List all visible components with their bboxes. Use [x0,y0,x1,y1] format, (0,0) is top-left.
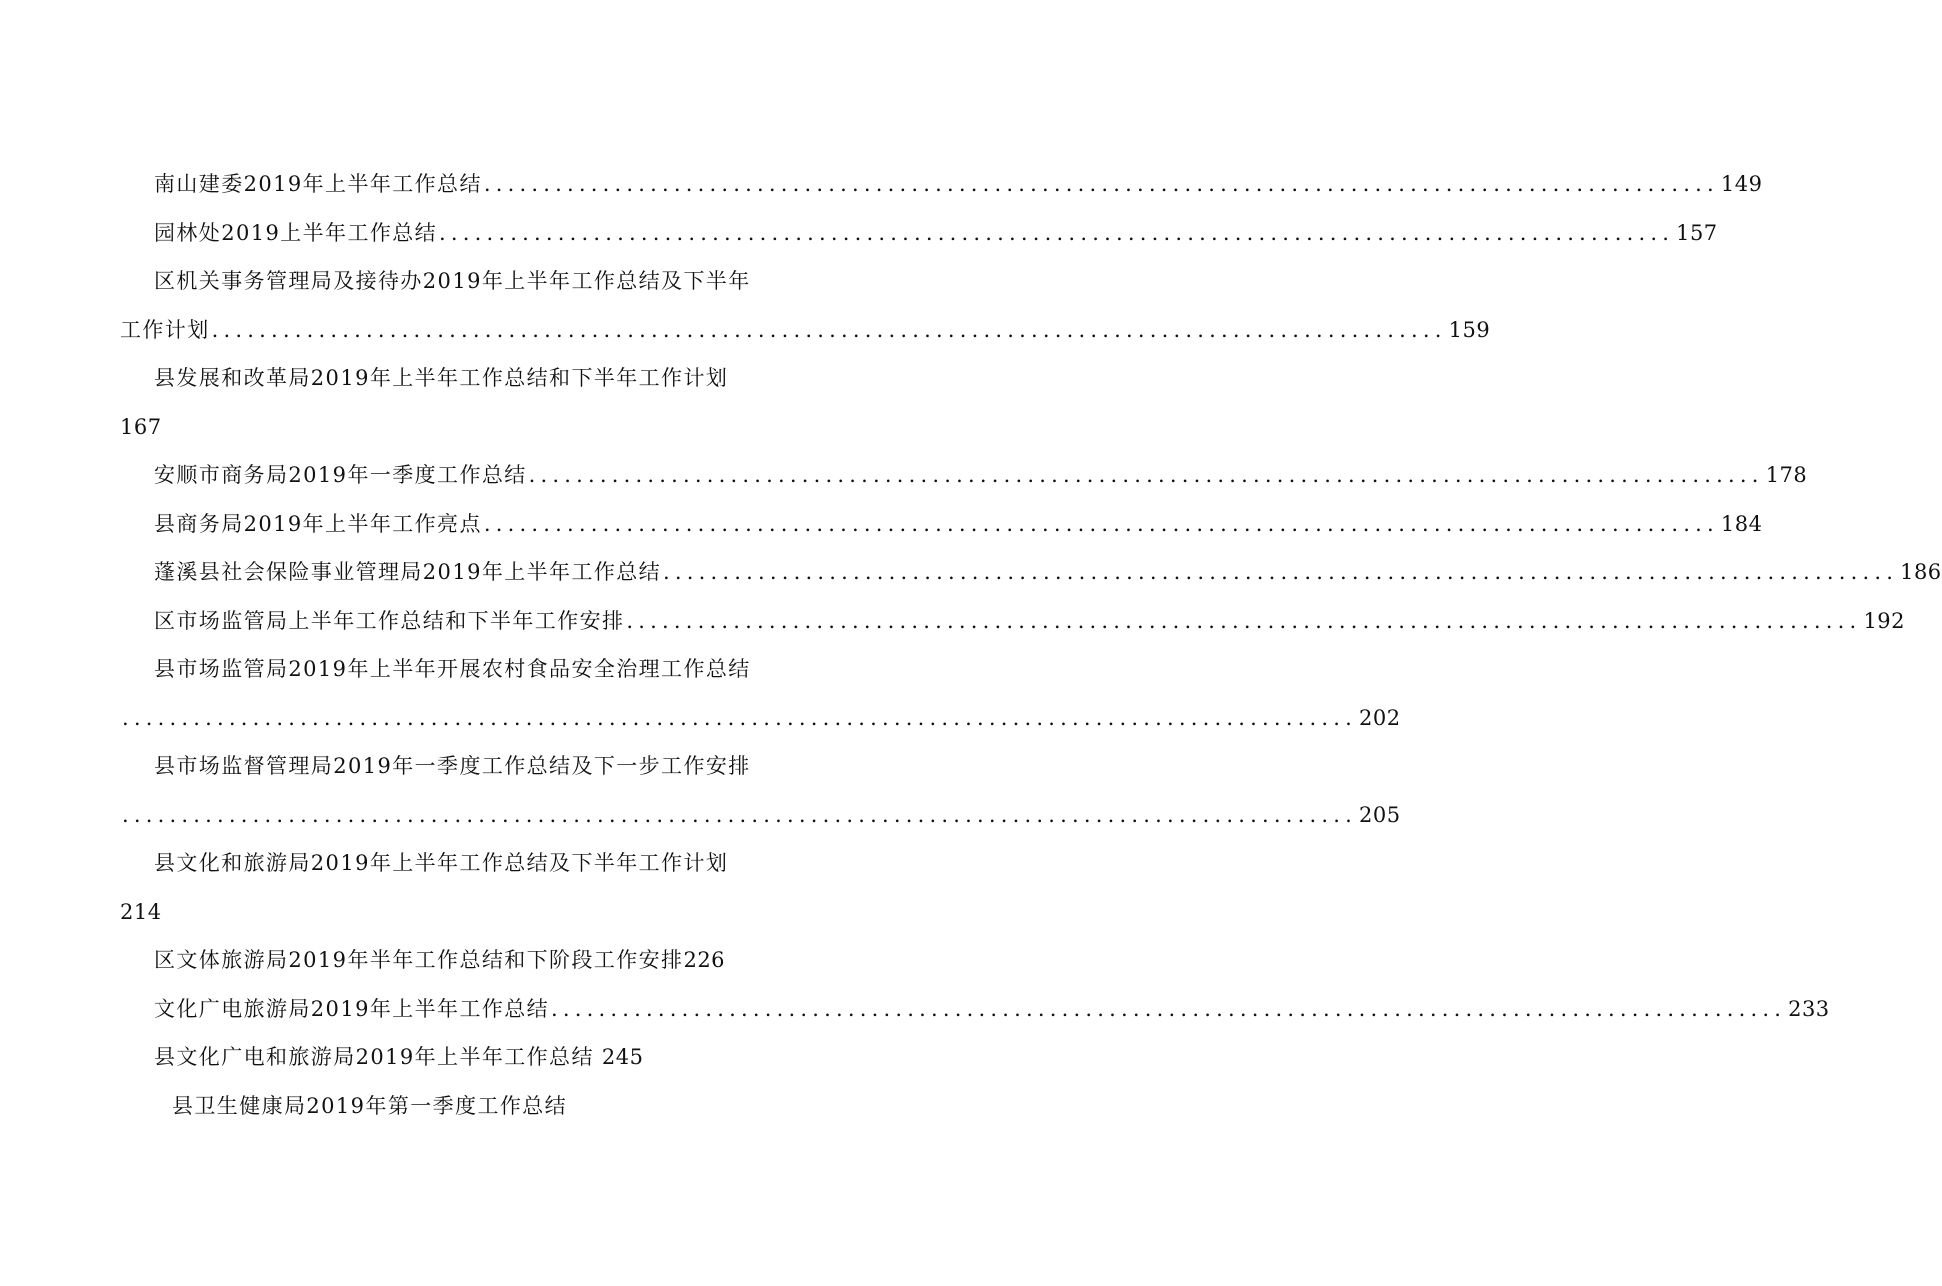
toc-entry[interactable] [120,985,1830,1034]
dot-leader: ........................................................................................................ [439,220,1675,245]
toc-entry-title: 县文化广电和旅游局2019年上半年工作总结 [154,1045,594,1069]
toc-entry-continuation[interactable] [120,306,1491,355]
toc-entry-page: 184 [1720,511,1763,536]
toc-entry-title: 区文体旅游局2019年半年工作总结和下阶段工作安排 [154,948,684,972]
toc-entry[interactable] [120,354,800,403]
dot-leader: ........................................................................................................ [483,511,1719,536]
toc-entry-title-continuation: 工作计划 [120,317,210,342]
toc-entry[interactable] [120,451,1808,500]
toc-entry[interactable] [120,548,1942,597]
toc-entry[interactable] [120,1033,800,1082]
dot-leader: ........................................................................................................ [663,560,1899,584]
toc-entry-leader-line[interactable] [120,694,1401,743]
dot-leader: ........................................................................................................ [211,317,1447,342]
toc-entry-title: 安顺市商务局2019年一季度工作总结 [154,463,527,487]
toc-entry-page: 149 [1720,172,1763,196]
toc-entry-page-line[interactable] [120,888,800,937]
toc-entry-title: 文化广电旅游局2019年上半年工作总结 [154,996,550,1021]
toc-entry-leader-line[interactable] [120,791,1401,840]
dot-leader: ........................................................................................................ [626,608,1862,633]
dot-leader: ........................................................................................................ [551,996,1787,1021]
toc-entry-page: 192 [1863,608,1906,633]
toc-entry-page: 202 [1359,705,1401,730]
dot-leader: ........................................................................................................ [528,463,1764,487]
toc-entry[interactable] [120,839,800,888]
toc-entry[interactable] [120,500,1763,549]
toc-entry-title: 区市场监管局上半年工作总结和下半年工作安排 [154,608,625,633]
toc-entry-page-line[interactable] [120,403,800,452]
toc-entry-page: 245 [601,1045,644,1069]
toc-entry-page: 226 [683,948,726,972]
toc-entry-page: 186 [1900,560,1942,584]
toc-entry-title: 县商务局2019年上半年工作亮点 [154,511,482,536]
toc-entry-page: 167 [120,414,162,439]
toc-entry[interactable] [120,936,800,985]
toc-entry[interactable] [120,742,800,791]
toc-entry-page: 205 [1359,802,1401,827]
toc-entry-page: 157 [1676,220,1718,245]
toc-entry-title: 县发展和改革局2019年上半年工作总结和下半年工作计划 [154,366,729,390]
toc-entry[interactable] [120,597,1906,646]
table-of-contents [120,160,1942,1130]
dot-leader: ........................................................................................................ [483,172,1719,196]
toc-entry[interactable] [120,160,1763,209]
toc-entry-title: 区机关事务管理局及接待办2019年上半年工作总结及下半年 [154,269,751,293]
toc-entry-title: 县文化和旅游局2019年上半年工作总结及下半年工作计划 [154,851,729,875]
toc-entry[interactable] [120,209,1718,258]
toc-entry-page: 233 [1788,996,1830,1021]
toc-entry-title: 县卫生健康局2019年第一季度工作总结 [172,1093,568,1118]
dot-leader: ........................................................................................................ [122,705,1358,730]
toc-entry[interactable] [120,1082,800,1131]
toc-entry-title: 蓬溪县社会保险事业管理局2019年上半年工作总结 [154,560,662,584]
toc-entry[interactable] [120,257,800,306]
toc-entry-page: 159 [1448,317,1491,342]
toc-entry-title: 南山建委2019年上半年工作总结 [154,172,482,196]
toc-entry-title: 园林处2019上半年工作总结 [154,220,438,245]
toc-entry-page: 178 [1765,463,1808,487]
toc-entry[interactable] [120,645,800,694]
toc-entry-title: 县市场监督管理局2019年一季度工作总结及下一步工作安排 [154,754,751,778]
toc-entry-title: 县市场监管局2019年上半年开展农村食品安全治理工作总结 [154,657,751,681]
toc-entry-page: 214 [120,899,162,924]
dot-leader: ........................................................................................................ [122,802,1358,827]
